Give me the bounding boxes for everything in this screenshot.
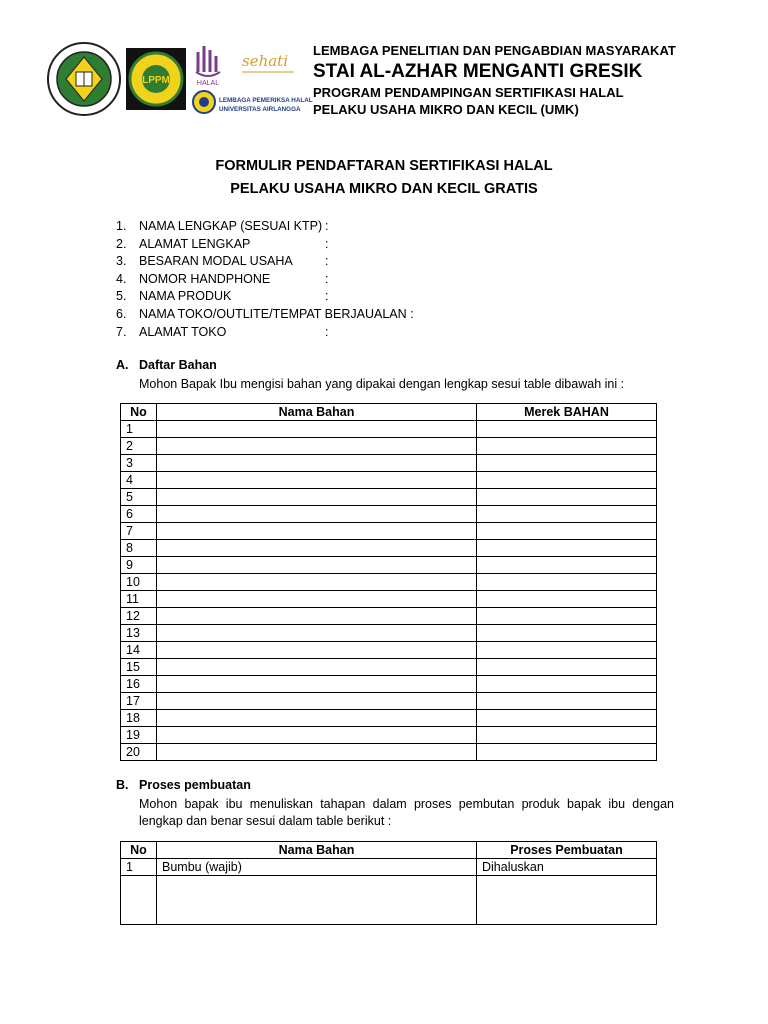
cell-nama-bahan[interactable]	[157, 574, 477, 591]
cell-merek-bahan[interactable]	[477, 608, 657, 625]
institution-name-line1: LEMBAGA PENELITIAN DAN PENGABDIAN MASYARAKAT	[313, 43, 676, 58]
table-row	[121, 727, 657, 744]
cell-nama-bahan[interactable]	[157, 557, 477, 574]
sehati-logo	[240, 50, 298, 76]
institution-header	[313, 43, 753, 118]
cell-nama-bahan[interactable]	[157, 625, 477, 642]
cell-no: 11	[121, 591, 157, 608]
cell-merek-bahan[interactable]	[477, 642, 657, 659]
cell-nama-bahan[interactable]	[157, 693, 477, 710]
field-label: NAMA LENGKAP (SESUAI KTP)	[139, 219, 323, 233]
section-title: Proses pembuatan	[139, 778, 251, 792]
field-colon: :	[325, 324, 329, 339]
cell-no: 9	[121, 557, 157, 574]
cell-merek-bahan[interactable]	[477, 506, 657, 523]
cell-merek-bahan[interactable]	[477, 744, 657, 761]
cell-nama-bahan[interactable]	[157, 642, 477, 659]
field-number: 5.	[116, 289, 127, 304]
cell-no: 5	[121, 489, 157, 506]
table-row	[121, 540, 657, 557]
cell-no: 17	[121, 693, 157, 710]
cell-nama-bahan[interactable]	[157, 710, 477, 727]
table-row	[121, 421, 657, 438]
process-table	[120, 841, 657, 925]
field-number: 2.	[116, 236, 127, 251]
svg-text:UNIVERSITAS AIRLANGGA: UNIVERSITAS AIRLANGGA	[219, 106, 301, 113]
cell-no: 1	[121, 859, 157, 876]
cell-no: 16	[121, 676, 157, 693]
form-title-line2: PELAKU USAHA MIKRO DAN KECIL GRATIS	[230, 181, 538, 197]
field-number: 4.	[116, 271, 127, 286]
field-label: NOMOR HANDPHONE	[139, 271, 271, 286]
program-name-line1: PROGRAM PENDAMPINGAN SERTIFIKASI HALAL	[313, 85, 624, 100]
section-title: Daftar Bahan	[139, 358, 217, 372]
table-row	[121, 876, 657, 925]
cell-merek-bahan[interactable]	[477, 659, 657, 676]
table-row	[121, 659, 657, 676]
table-row	[121, 642, 657, 659]
cell-merek-bahan[interactable]	[477, 625, 657, 642]
column-header-no: No	[121, 842, 157, 859]
table-row	[121, 693, 657, 710]
svg-text:HALAL: HALAL	[196, 80, 220, 86]
table-row	[121, 489, 657, 506]
cell-nama-bahan[interactable]	[157, 744, 477, 761]
cell-no: 12	[121, 608, 157, 625]
field-label: ALAMAT TOKO	[139, 324, 227, 339]
table-row	[121, 506, 657, 523]
cell-no: 10	[121, 574, 157, 591]
cell-no: 1	[121, 421, 157, 438]
section-a-description: Mohon Bapak Ibu mengisi bahan yang dipakai dengan lengkap sesui table dibawah ini :	[139, 377, 625, 391]
logo-strip	[46, 40, 313, 118]
cell-no: 6	[121, 506, 157, 523]
field-number: 7.	[116, 324, 127, 339]
table-row	[121, 744, 657, 761]
svg-text:sehati: sehati	[242, 52, 289, 70]
field-number: 3.	[116, 254, 127, 269]
table-row	[121, 472, 657, 489]
cell-merek-bahan[interactable]	[477, 727, 657, 744]
cell-nama-bahan[interactable]	[157, 608, 477, 625]
cell-no: 19	[121, 727, 157, 744]
table-row	[121, 523, 657, 540]
column-header-merek-bahan: Merek BAHAN	[477, 404, 657, 421]
cell-no: 20	[121, 744, 157, 761]
table-row	[121, 625, 657, 642]
field-label: NAMA PRODUK	[139, 289, 232, 304]
table-row	[121, 438, 657, 455]
field-colon: :	[325, 254, 329, 269]
cell-nama-bahan[interactable]	[157, 472, 477, 489]
field-label: NAMA TOKO/OUTLITE/TEMPAT BERJAUALAN :	[139, 306, 414, 321]
cell-merek-bahan[interactable]	[477, 710, 657, 727]
field-label: ALAMAT LENGKAP	[139, 236, 251, 251]
field-label: BESARAN MODAL USAHA	[139, 254, 293, 269]
cell-no: 15	[121, 659, 157, 676]
cell-nama-bahan[interactable]	[157, 659, 477, 676]
cell-merek-bahan[interactable]	[477, 523, 657, 540]
cell-no: 7	[121, 523, 157, 540]
table-row	[121, 676, 657, 693]
table-header-row	[121, 842, 657, 859]
cell-no: 18	[121, 710, 157, 727]
cell-merek-bahan[interactable]	[477, 557, 657, 574]
table-row	[121, 455, 657, 472]
form-title-line1: FORMULIR PENDAFTARAN SERTIFIKASI HALAL	[215, 158, 553, 174]
field-colon: :	[325, 219, 329, 233]
section-b-description: Mohon bapak ibu menuliskan tahapan dalam proses pembutan produk bapak ibu dengan lengkap dan benar sesui dalam table berikut :	[139, 797, 674, 828]
cell-nama-bahan[interactable]	[157, 489, 477, 506]
cell-nama-bahan[interactable]	[157, 876, 477, 925]
table-row	[121, 710, 657, 727]
cell-merek-bahan[interactable]	[477, 489, 657, 506]
field-colon: :	[325, 271, 329, 286]
stai-seal-logo	[46, 40, 122, 118]
section-letter: A.	[116, 358, 129, 372]
table-row	[121, 608, 657, 625]
cell-nama-bahan[interactable]	[157, 540, 477, 557]
table-row	[121, 574, 657, 591]
cell-no: 8	[121, 540, 157, 557]
field-colon: :	[325, 289, 329, 304]
column-header-nama-bahan: Nama Bahan	[157, 404, 477, 421]
column-header-no: No	[121, 404, 157, 421]
table-header-row	[121, 404, 657, 421]
cell-no: 4	[121, 472, 157, 489]
cell-merek-bahan[interactable]	[477, 574, 657, 591]
lph-unair-logo	[192, 88, 316, 116]
column-header-nama-bahan: Nama Bahan	[157, 842, 477, 859]
cell-proses-pembuatan[interactable]	[477, 876, 657, 925]
cell-nama-bahan[interactable]	[157, 438, 477, 455]
table-row	[121, 859, 657, 876]
cell-merek-bahan[interactable]	[477, 591, 657, 608]
cell-nama-bahan[interactable]	[157, 455, 477, 472]
ingredient-table	[120, 403, 657, 761]
cell-merek-bahan[interactable]	[477, 472, 657, 489]
field-number: 6.	[116, 306, 127, 321]
svg-text:LEMBAGA PEMERIKSA HALAL: LEMBAGA PEMERIKSA HALAL	[219, 97, 313, 104]
cell-merek-bahan[interactable]	[477, 421, 657, 438]
program-name-line2: PELAKU USAHA MIKRO DAN KECIL (UMK)	[313, 102, 579, 117]
column-header-proses-pembuatan: Proses Pembuatan	[477, 842, 657, 859]
table-row	[121, 591, 657, 608]
cell-merek-bahan[interactable]	[477, 693, 657, 710]
cell-no: 13	[121, 625, 157, 642]
section-letter: B.	[116, 778, 129, 792]
institution-name-line2: STAI AL-AZHAR MENGANTI GRESIK	[313, 61, 643, 82]
cell-merek-bahan[interactable]	[477, 540, 657, 557]
lppm-logo	[126, 48, 186, 110]
cell-nama-bahan[interactable]	[157, 523, 477, 540]
svg-text:LPPM: LPPM	[142, 75, 170, 86]
cell-merek-bahan[interactable]	[477, 438, 657, 455]
cell-no: 14	[121, 642, 157, 659]
cell-no	[121, 876, 157, 925]
cell-nama-bahan[interactable]	[157, 421, 477, 438]
cell-proses-pembuatan[interactable]: Dihaluskan	[477, 859, 657, 876]
cell-merek-bahan[interactable]	[477, 676, 657, 693]
cell-nama-bahan[interactable]	[157, 506, 477, 523]
table-row	[121, 557, 657, 574]
cell-no: 2	[121, 438, 157, 455]
cell-nama-bahan[interactable]	[157, 727, 477, 744]
cell-no: 3	[121, 455, 157, 472]
cell-nama-bahan[interactable]: Bumbu (wajib)	[157, 859, 477, 876]
cell-nama-bahan[interactable]	[157, 676, 477, 693]
halal-indonesia-logo	[192, 42, 224, 86]
field-number: 1.	[116, 219, 127, 233]
field-colon: :	[325, 236, 329, 251]
cell-nama-bahan[interactable]	[157, 591, 477, 608]
cell-merek-bahan[interactable]	[477, 455, 657, 472]
